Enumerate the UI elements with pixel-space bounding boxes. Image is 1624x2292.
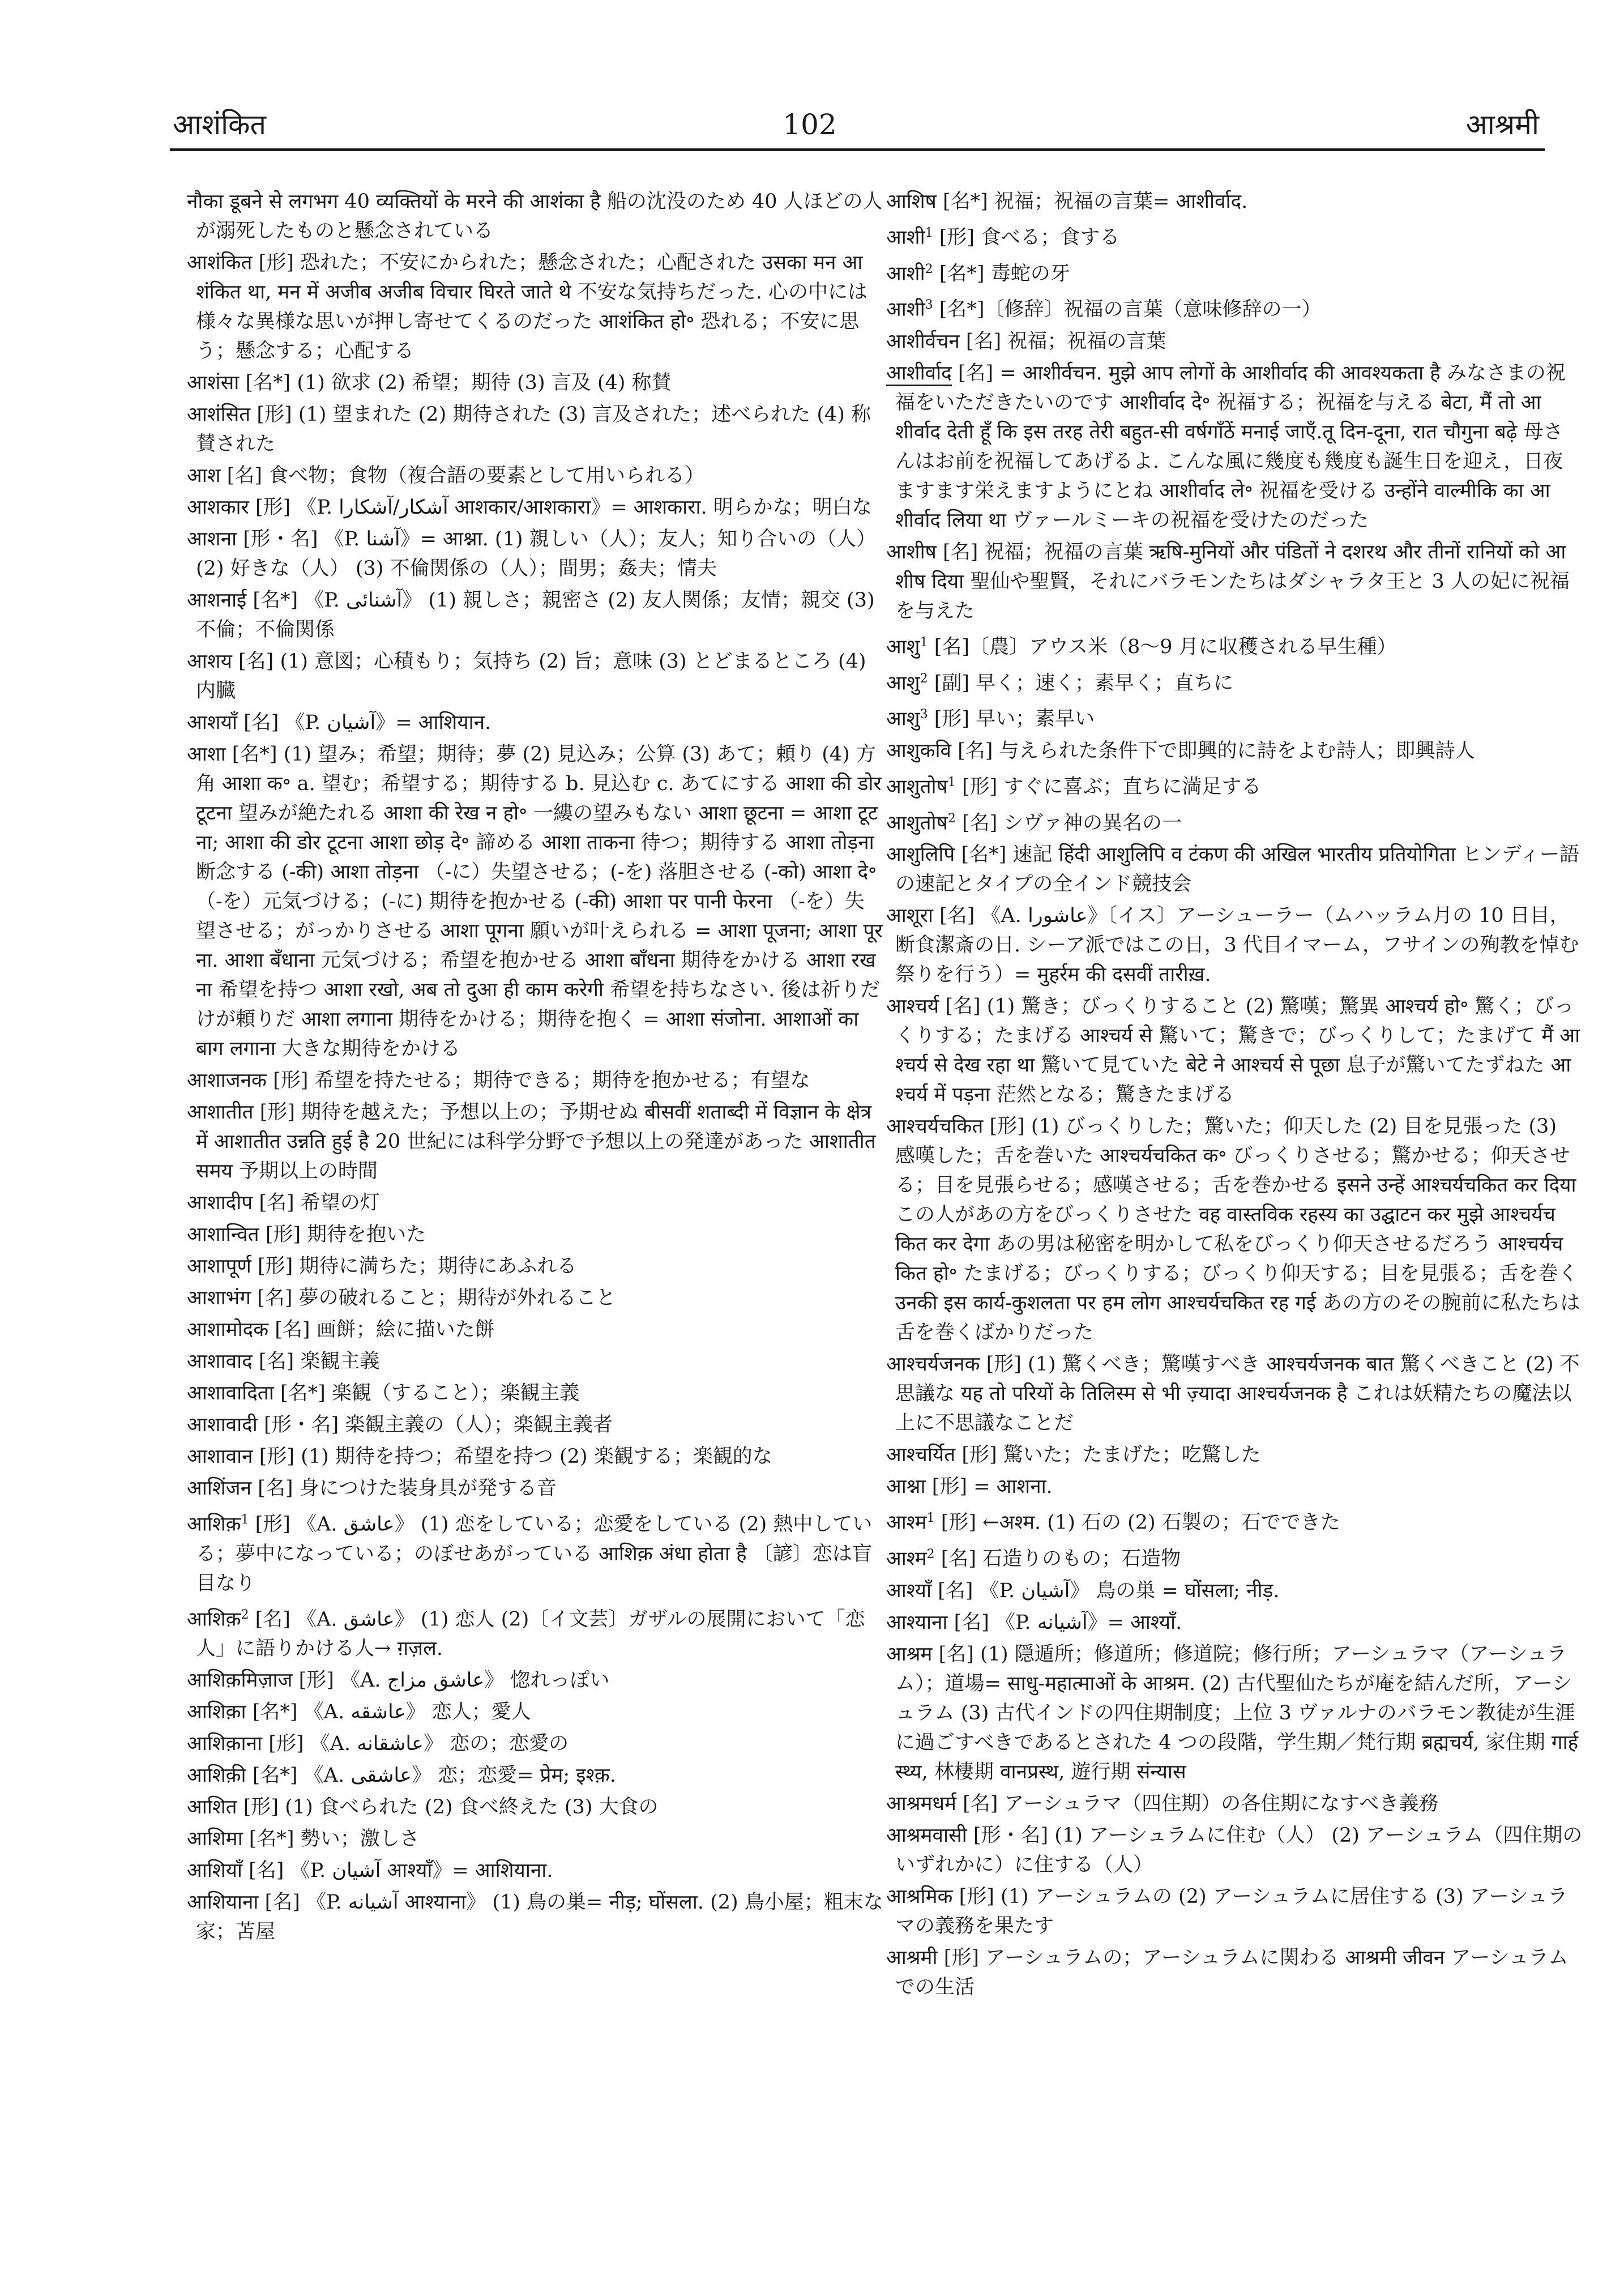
entry-definition: [名]〔農〕アウス米（8〜9 月に収穫される早生種） — [934, 635, 1397, 659]
entry-definition: [名*] (1) 望み；希望；期待；夢 (2) 見込み；公算 (3) あて；頼り (4) 方角 आशा क॰ a. 望む；希望する；期待する b. 見込む c. あてにする आशा की डोर टूटना 望みが絶たれる आशा की रेख न हो॰ 一縷の望みもない आशा छूटना = आशा टूटना; आशा की डोर टूटना आशा छोड़ दे॰ 諦める आशा ताकना 待つ；期待する आशा तोड़ना 断念する (-की) आशा तोड़ना （-に）失望させる；(-を) 落胆させる (-को) आशा दे॰ （-を）元気づける；(-に) 期待を抱かせる (-की) आशा पर पानी फेरना （-を）失望させる；がっかりさせる आशा पूगना 願いが叶えられる = आशा पूजना; आशा पूरना. आशा बँधाना 元気づける；希望を抱かせる आशा बाँधना 期待をかける आशा रखना 希望を持つ आशा रखो, अब तो दुआ ही काम करेगी 希望を持ちなさい. 後は祈りだけが頼りだ आशा लगाना 期待をかける；期待を抱く = आशा संजोना. आशाओं का बाग लगाना 大きな期待をかける — [196, 743, 883, 1060]
dictionary-entry — [886, 327, 1583, 356]
dictionary-entry — [886, 1821, 1583, 1880]
dictionary-entry — [886, 1640, 1583, 1787]
entry-headword: आश्चर्यित — [886, 1444, 956, 1467]
entry-definition: [名] シヴァ神の異名の一 — [961, 812, 1182, 835]
entry-headword: आशियाना — [187, 1891, 259, 1914]
entry-headword: आशुलिपि — [886, 843, 955, 867]
entry-headword: आशित — [187, 1796, 237, 1819]
entry-headword: आश्याँ — [886, 1579, 932, 1602]
entry-definition: [形・名] (1) アーシュラムに住む（人） (2) アーシュラム（四住期のいずれかに）に住する（人） — [895, 1824, 1583, 1876]
homograph-number: 2 — [925, 262, 933, 276]
entry-definition: [形] 食べる；食する — [939, 226, 1120, 249]
entry-definition: [形] アーシュラムの；アーシュラムに関わる आश्रमी जीवन アーシュラムでの生活 — [895, 1946, 1569, 1999]
entry-definition: [名] 《P. آشیان》= आशियान. — [243, 711, 492, 734]
entry-definition: [形] 《P. آشکار/آشکارا आशकार/आशकारा》= आशकारा. 明らかな；明白な — [255, 496, 872, 519]
dictionary-entry — [886, 219, 1583, 253]
entry-definition: [名] アーシュラマ（四住期）の各住期になすべき義務 — [963, 1792, 1439, 1815]
entry-definition: [名] (1) 意図；心積もり；気持ち (2) 旨；意味 (3) とどまるところ (4) 内臓 — [196, 650, 866, 702]
dictionary-entry — [187, 1442, 883, 1471]
dictionary-entry — [886, 901, 1583, 989]
entry-definition: [名] 画餅；絵に描いた餅 — [275, 1318, 495, 1341]
dictionary-entry — [886, 291, 1583, 325]
entry-headword: आशय — [187, 650, 232, 673]
entry-headword: आशा — [187, 743, 226, 766]
right-column — [886, 187, 1583, 2004]
entry-headword: आशीर्वचन — [886, 330, 960, 353]
entry-definition: [形] 期待に満ちた；期待にあふれる — [257, 1255, 577, 1278]
dictionary-entry — [886, 736, 1583, 766]
entry-headword: आशनाई — [187, 589, 247, 612]
entry-definition: [形] (1) 食べられた (2) 食べ終えた (3) 大食の — [243, 1796, 659, 1819]
dictionary-entry — [886, 664, 1583, 698]
entry-definition: [名*] 《P. آشنائی》 (1) 親しさ；親密さ (2) 友人関係；友情；親交 (3) 不倫；不倫関係 — [196, 589, 875, 641]
entry-headword: आशंकित — [187, 251, 253, 274]
entry-headword: आश्रमी — [886, 1946, 938, 1969]
dictionary-entry — [886, 768, 1583, 802]
dictionary-entry — [187, 368, 883, 398]
entry-definition: [形] 期待を抱いた — [265, 1223, 426, 1246]
entry-headword: आशिक़ — [187, 1608, 241, 1631]
entry-headword: आश्चर्यचकित — [886, 1115, 984, 1138]
entry-headword: आशूरा — [886, 904, 933, 928]
dictionary-entry — [187, 740, 883, 1064]
entry-headword: आशंसा — [187, 372, 240, 394]
dictionary-entry — [886, 1576, 1583, 1606]
entry-definition: [名] 石造りのもの；石造物 — [941, 1547, 1181, 1570]
entry-definition: [名*] 祝福；祝福の言葉= आशीर्वाद. — [943, 190, 1248, 213]
entry-definition: [形] 《A. عاشقانه》 恋の；恋愛の — [268, 1732, 569, 1756]
entry-definition: [形] 期待を越えた；予想以上の；予期せぬ बीसवीं शताब्दी में विज्ञान के क्षेत्र में आशातीत उन्नति हुई है 20 世紀には科学分野で予想以上の発達があった आशातीत समय 予期以上の時間 — [196, 1101, 876, 1183]
entry-headword: आशु — [886, 707, 920, 731]
dictionary-entry — [886, 537, 1583, 626]
entry-headword: आश — [187, 464, 221, 487]
homograph-number: 2 — [920, 671, 928, 686]
dictionary-entry — [187, 524, 883, 583]
dictionary-entry — [886, 1608, 1583, 1637]
entry-headword: आशी — [886, 298, 925, 321]
dictionary-entry — [187, 1888, 883, 1947]
dictionary-entry — [886, 628, 1583, 662]
entry-definition: [名] 《A. عاشورا》〔イス〕アーシューラー（ムハッラム月の 10 日目，断食潔斎の日. シーア派ではこの日，3 代目イマーム，フサインの殉教を悼む祭りを行う）= मुहर्रम की दसवीं तारीख़. — [895, 904, 1579, 987]
dictionary-entry — [886, 1112, 1583, 1347]
entry-definition: [名] 楽観主義 — [258, 1350, 380, 1373]
entry-headword: आशकार — [187, 496, 249, 519]
entry-headword: आश्ना — [886, 1475, 926, 1499]
entry-definition: [名] (1) 驚き；びっくりすること (2) 驚嘆；驚異 आश्चर्य हो॰ 驚く；びっくりする；たまげる आश्चर्य से 驚いて；驚きで；びっくりして；たまげて मैं आश्चर्य से देख रहा था 驚いて見ていた बेटे ने आश्चर्य से पूछा 息子が驚いてたずねた आश्चर्य में पड़ना 茫然となる；驚きたまげる — [895, 995, 1580, 1107]
entry-headword: आशी — [886, 226, 925, 249]
entry-definition: [名*] 毒蛇の牙 — [939, 262, 1070, 285]
dictionary-entry — [187, 1856, 883, 1885]
entry-headword: आश्चर्य — [886, 995, 939, 1018]
entry-headword: आश्रमिक — [886, 1885, 953, 1908]
entry-headword: आशु — [886, 672, 920, 695]
entry-headword: आश्याना — [886, 1611, 948, 1634]
entry-headword: आशिक़ी — [187, 1764, 246, 1787]
dictionary-entry — [187, 1824, 883, 1854]
dictionary-entry — [886, 255, 1583, 289]
homograph-number: 1 — [920, 635, 928, 650]
dictionary-entry — [187, 400, 883, 459]
entry-definition: [名] 《P. آشیان》 鳥の巣 = घोंसला; नीड़. — [938, 1579, 1280, 1602]
dictionary-entry — [187, 1252, 883, 1281]
dictionary-entry — [187, 1600, 883, 1664]
dictionary-entry — [187, 493, 883, 522]
entry-definition: [名] 食べ物；食物（複合語の要素として用いられる） — [226, 464, 705, 487]
entry-definition: [形] (1) 期待を持つ；希望を持つ (2) 楽観する；楽観的な — [259, 1445, 772, 1468]
entry-definition: नौका डूबने से लगभग 40 व्यक्तियों के मरने की आशंका है 船の沈没のため 40 人ほどの人が溺死したものと懸念されている — [187, 190, 883, 242]
dictionary-entry — [187, 1066, 883, 1095]
entry-headword: आशामोदक — [187, 1318, 269, 1341]
homograph-number: 2 — [947, 811, 956, 826]
entry-definition: [形] 希望を持たせる；期待できる；期待を抱かせる；有望な — [273, 1069, 810, 1092]
entry-definition: [形] (1) びっくりした；驚いた；仰天した (2) 目を見張った (3) 感嘆した；舌を巻いた आश्चर्यचकित क॰ びっくりさせる；驚かせる；仰天させる；目を見張らせる；感嘆させる；舌を巻かせる इसने उन्हें आश्चर्यचकित कर दिया この人があの方をびっくりさせた वह वास्तविक रहस्य का उद्घाटन कर मुझे आश्चर्यचकित कर देगा あの男は秘密を明かして私をびっくり仰天させるだろう आश्चर्यचकित हो॰ たまげる；びっくりする；びっくり仰天する；目を見張る；舌を巻く उनकी इस कार्य-कुशलता पर हम लोग आश्चर्यचकित रह गई あの方のその腕前に私たちは舌を巻くばかりだった — [895, 1115, 1580, 1345]
dictionary-entry — [886, 804, 1583, 838]
dictionary-entry — [187, 1761, 883, 1790]
dictionary-entry — [886, 992, 1583, 1109]
entry-headword: आश्रम — [886, 1642, 933, 1666]
entry-definition: [形] (1) 望まれた (2) 期待された (3) 言及された；述べられた (4) 称賛された — [196, 403, 871, 455]
dictionary-entry — [886, 1504, 1583, 1538]
entry-definition: [形] (1) 驚くべき；驚嘆すべき आश्चर्यजनक बात 驚くべきこと (2) 不思議な यह तो परियों के तिलिस्म से भी ज़्यादा आश्चर्यजनक है これは妖精たちの魔法以上に不思議なことだ — [895, 1353, 1580, 1435]
entry-definition: [名*] 勢い；激しさ — [249, 1828, 420, 1851]
dictionary-entry — [187, 1697, 883, 1727]
header-left-word: आशंकित — [173, 108, 266, 141]
dictionary-entry — [187, 1283, 883, 1313]
entry-definition: [形] 恐れた；不安にかられた；懸念された；心配された उसका मन आशंकित था, मन में अजीब अजीब विचार घिरते जाते थे 不安な気持ちだった. 心の中には様々な異様な思いが押し寄せてくるのだった आशंकित हो॰ 恐れる；不安に思う；懸念する；心配する — [196, 251, 868, 362]
dictionary-entry — [187, 1315, 883, 1345]
dictionary-entry — [187, 1729, 883, 1759]
dictionary-entry — [187, 1347, 883, 1376]
entry-definition: [形] すぐに喜ぶ；直ちに満足する — [961, 775, 1262, 799]
dictionary-entry — [886, 840, 1583, 899]
homograph-number: 1 — [925, 226, 933, 240]
header-right-word: आश्रमी — [1465, 108, 1539, 141]
homograph-number: 1 — [947, 775, 956, 789]
left-column — [187, 187, 883, 1949]
entry-headword: आशाजनक — [187, 1069, 267, 1092]
entry-headword: आशुतोष — [886, 775, 948, 799]
dictionary-entry — [886, 187, 1583, 216]
entry-headword: आश्म — [886, 1511, 927, 1534]
entry-definition: [名] (1) 隠遁所；修道所；修道院；修行所；アーシュラマ（アーシュラム）；道場= साधु-महात्माओं के आश्रम. (2) 古代聖仙たちが庵を結んだ所，アーシュラム (3) 古代インドの四住期制度；上位 3 ヴァルナのバラモン教徒が生涯に過ごすべきであるとされた 4 つの段階，学生期／梵行期 ब्रह्मचर्य, 家住期 गार्हस्थ्य, 林棲期 वानप्रस्थ, 遊行期 संन्यास — [895, 1642, 1579, 1783]
dictionary-entry — [187, 1792, 883, 1822]
dictionary-entry — [187, 1505, 883, 1598]
entry-definition: [形] 早い；素早い — [934, 707, 1095, 731]
homograph-number: 3 — [920, 707, 928, 722]
entry-definition: [名] 祝福；祝福の言葉 ऋषि-मुनियों और पंडितों ने दशरथ और तीनों रानियों को आशीष दिया 聖仙や聖賢，それにバラモンたちはダシャラタ王と 3 人の妃に祝福を与えた — [895, 540, 1570, 622]
dictionary-entry — [187, 1188, 883, 1218]
entry-headword: आशिमा — [187, 1828, 243, 1851]
dictionary-entry — [886, 1350, 1583, 1438]
entry-headword: आशीष — [886, 540, 937, 564]
entry-headword: आशियाँ — [187, 1859, 243, 1883]
entry-headword: आश्रमधर्म — [886, 1792, 956, 1815]
entry-headword: आशंसित — [187, 403, 251, 426]
homograph-number: 3 — [925, 298, 933, 313]
page-number: 102 — [783, 108, 837, 141]
entry-headword: आशु — [886, 635, 920, 659]
entry-definition: [形] 《A. عاشق》 (1) 恋をしている；恋愛をしている (2) 熱中している；夢中になっている；のぼせあがっている आशिक़ अंधा होता है 〔諺〕恋は盲目なり — [196, 1513, 873, 1595]
dictionary-entry — [886, 1943, 1583, 2002]
entry-headword: आशिक़मिज़ाज — [187, 1669, 293, 1692]
entry-definition: [形・名] 楽観主義の（人）；楽観主義者 — [263, 1414, 613, 1436]
entry-headword: आशी — [886, 262, 925, 285]
entry-definition: [名] 祝福；祝福の言葉 — [965, 330, 1166, 353]
entry-headword: आशिक़ — [187, 1513, 241, 1536]
entry-headword: आशापूर्ण — [187, 1255, 251, 1278]
dictionary-entry — [187, 647, 883, 706]
entry-headword: आशिक़ा — [187, 1701, 246, 1724]
dictionary-entry — [187, 461, 883, 490]
entry-definition: [名] 《P. آشیان आश्याँ》= आशियाना. — [249, 1859, 553, 1883]
entry-definition: [名] 身につけた装身具が発する音 — [258, 1477, 557, 1500]
dictionary-entry — [187, 1098, 883, 1186]
entry-headword: आशुतोष — [886, 812, 948, 835]
entry-headword: आश्चर्यजनक — [886, 1353, 980, 1376]
entry-definition: [名*] (1) 欲求 (2) 希望；期待 (3) 言及 (4) 称賛 — [245, 372, 672, 394]
entry-headword: आशिक़ाना — [187, 1732, 263, 1756]
dictionary-entry — [886, 1472, 1583, 1501]
entry-headword: आशातीत — [187, 1101, 254, 1124]
entry-headword: आशाभंग — [187, 1287, 251, 1309]
dictionary-entry — [886, 1540, 1583, 1574]
entry-headword: आशिंजन — [187, 1477, 252, 1500]
entry-headword: आश्म — [886, 1547, 927, 1570]
entry-definition: [名] 《A. عاشق》 (1) 恋人 (2)〔イ文芸〕ガザルの展開において「恋人」に語りかける人→ ग़ज़ल. — [196, 1608, 865, 1661]
entry-definition: [名] = आशीर्वचन. मुझे आप लोगों के आशीर्वाद की आवश्यकता है みなさまの祝福をいただきたいのです आशीर्वाद दे॰ 祝福する；祝福を与える बेटा, मैं तो आशीर्वाद देती हूँ कि इस तरह तेरी बहुत-सी वर्षगाँठें मनाई जाएँ.तू दिन-दूना, रात चौगुना बढ़े 母さんはお前を祝福してあげるよ. こんな風に幾度も幾度も誕生日を迎え，日夜ますます栄えますようにとね आशीर्वाद ले॰ 祝福を受ける उन्होंने वाल्मीकि का आशीर्वाद लिया था ヴァールミーキの祝福を受けたのだった — [895, 361, 1566, 532]
dictionary-entry — [886, 1789, 1583, 1819]
entry-definition: [形] 驚いた；たまげた；吃驚した — [961, 1444, 1261, 1467]
dictionary-entry — [187, 1378, 883, 1408]
dictionary-entry — [886, 700, 1583, 734]
entry-headword: आशावाद — [187, 1350, 253, 1373]
entry-definition: [名*] 《A. عاشقی》 恋；恋愛= प्रेम; इश्क़. — [252, 1764, 616, 1787]
homograph-number: 1 — [241, 1513, 249, 1527]
entry-definition: [形・名] 《P. آشنا》= आश्ना. (1) 親しい（人）；友人；知り合いの（人） (2) 好きな（人） (3) 不倫関係の（人）；間男；姦夫；情夫 — [196, 528, 877, 580]
entry-headword: आशान्वित — [187, 1223, 259, 1246]
dictionary-entry — [886, 358, 1583, 535]
entry-headword: आश्रमवासी — [886, 1824, 967, 1847]
dictionary-entry — [187, 1220, 883, 1249]
entry-headword: आशावादिता — [187, 1382, 274, 1405]
homograph-number: 2 — [241, 1607, 249, 1622]
entry-definition: [名] 《P. آشیانه》= आश्याँ. — [954, 1611, 1182, 1634]
entry-definition: [形] 《A. عاشق مزاج》 惚れっぽい — [298, 1669, 610, 1692]
entry-definition: [名] 《P. آشیانه आश्याना》 (1) 鳥の巣= नीड़; घोंसला. (2) 鳥小屋；粗末な家；苫屋 — [196, 1891, 883, 1944]
entry-headword: आशावादी — [187, 1414, 258, 1436]
entry-headword: आशुकवि — [886, 739, 951, 762]
entry-definition: [形] (1) アーシュラムの (2) アーシュラムに居住する (3) アーシュラマの義務を果たす — [895, 1885, 1568, 1937]
dictionary-entry — [187, 248, 883, 366]
dictionary-entry — [187, 1666, 883, 1695]
dictionary-entry — [886, 1882, 1583, 1941]
dictionary-entry — [187, 586, 883, 645]
entry-definition: [名*] 楽観（すること）；楽観主義 — [280, 1382, 580, 1405]
entry-definition: [副] 早く；速く；素早く；直ちに — [934, 672, 1234, 695]
dictionary-entry — [187, 708, 883, 737]
entry-definition: [形] ←अश्म. (1) 石の (2) 石製の；石でできた — [941, 1511, 1340, 1534]
entry-headword: आशयाँ — [187, 711, 237, 734]
homograph-number: 2 — [926, 1547, 935, 1561]
entry-headword: आशिष — [886, 190, 937, 213]
entry-headword: आशादीप — [187, 1192, 253, 1214]
entry-definition: [形] = आशना. — [931, 1475, 1053, 1499]
entry-definition: [名] 与えられた条件下で即興的に詩をよむ詩人；即興詩人 — [958, 739, 1475, 762]
entry-definition: [名] 夢の破れること；期待が外れること — [257, 1287, 616, 1309]
dictionary-entry — [187, 187, 883, 246]
dictionary-entry — [886, 1440, 1583, 1470]
header-rule — [170, 148, 1545, 151]
entry-definition: [名*] 速記 हिंदी आशुलिपि व टंकण की अखिल भारतीय प्रतियोगिता ヒンディー語の速記とタイプの全インド競技会 — [895, 843, 1580, 896]
entry-headword: आशना — [187, 528, 237, 550]
entry-definition: [名] 希望の灯 — [259, 1192, 380, 1214]
entry-definition: [名*]〔修辞〕祝福の言葉（意味修辞の一） — [939, 298, 1322, 321]
entry-headword: आशावान — [187, 1445, 253, 1468]
dictionary-entry — [187, 1410, 883, 1440]
entry-headword: आशीर्वाद — [886, 362, 952, 386]
entry-definition: [名*] 《A. عاشقه》 恋人；愛人 — [252, 1701, 531, 1724]
homograph-number: 1 — [926, 1511, 935, 1526]
dictionary-entry — [187, 1474, 883, 1503]
